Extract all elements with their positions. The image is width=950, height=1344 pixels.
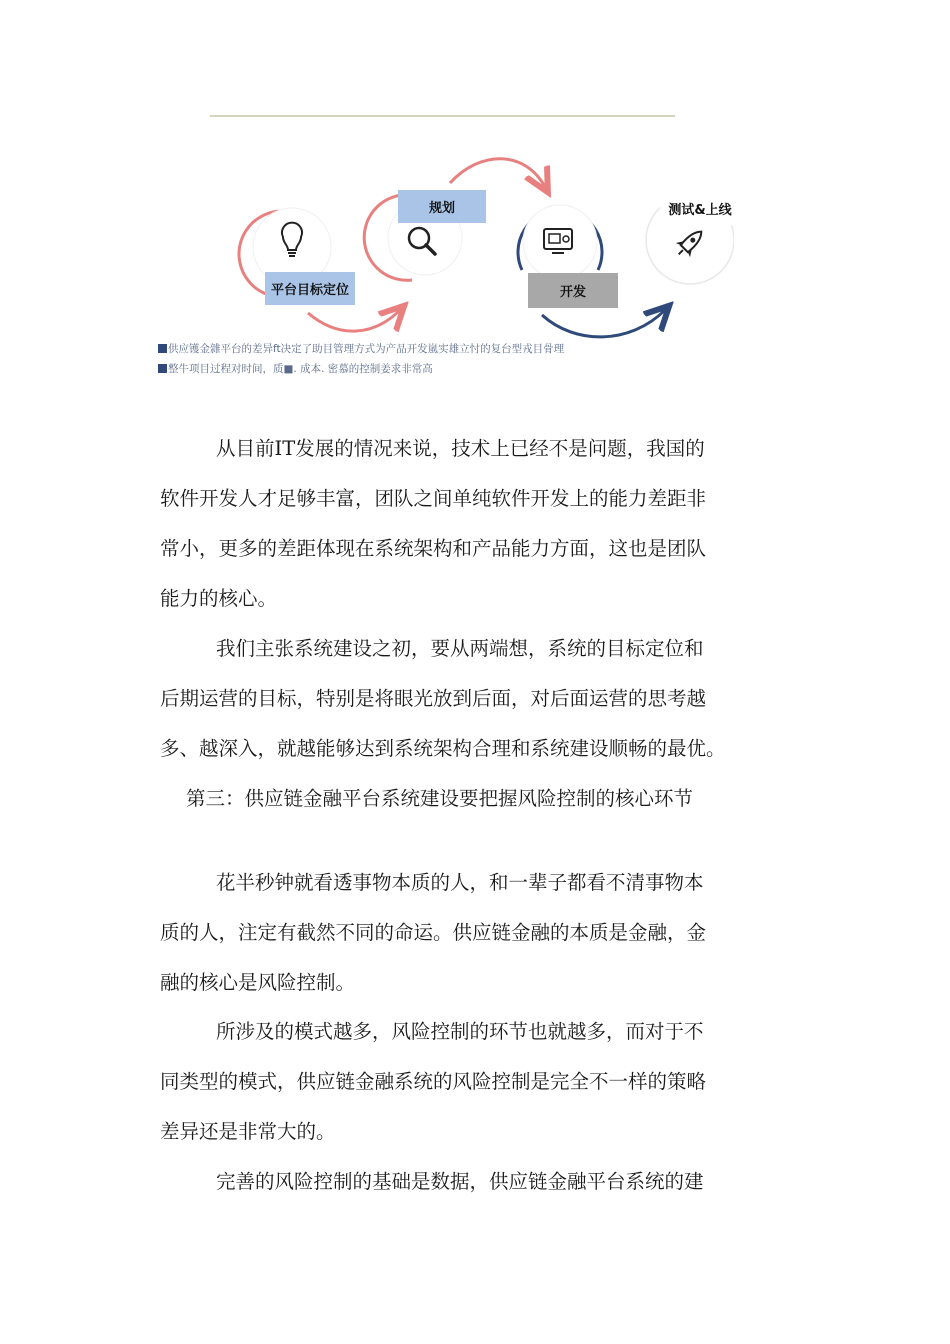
- connector-2-3: [450, 159, 545, 187]
- paragraph-line: 完善的风险控制的基础是数据，供应链金融平台系统的建: [216, 1170, 704, 1193]
- paragraph-line: 能力的核心。: [160, 587, 278, 610]
- paragraph-1: [160, 424, 800, 624]
- paragraph-5: [160, 1157, 800, 1207]
- process-flow-figure: [150, 155, 740, 345]
- paragraph-4: [160, 1007, 800, 1157]
- caption-bullet-icon: [158, 364, 167, 373]
- step4-label: 测试&上线: [668, 203, 732, 218]
- paragraph-line: 从目前IT发展的情况来说，技术上已经不是问题，我国的: [216, 437, 705, 460]
- paragraph-line: 多、越深入，就越能够达到系统架构合理和系统建设顺畅的最优。: [160, 737, 726, 760]
- caption-text: 整牛项目过程对时间，质■. 成本. 密慕的控制姜求非常高: [168, 363, 433, 375]
- paragraph-2: [160, 624, 800, 774]
- paragraph-line: 花半秒钟就看透事物本质的人，和一辈子都看不清事物本: [216, 871, 704, 894]
- paragraph-line: 差异还是非常大的。: [160, 1120, 336, 1143]
- caption-text: 供应镬金雜平台的差异ft决定了助目管理方式为产品开发嵐实雄立忖的复台型戎目骨理: [168, 343, 565, 355]
- paragraph-line: 软件开发人才足够丰富，团队之间单纯软件开发上的能力差距非: [160, 487, 707, 510]
- caption-bullet-icon: [158, 344, 167, 353]
- paragraph-line: 融的核心是风险控制。: [160, 971, 356, 994]
- section-heading: 第三：供应链金融平台系统建设要把握风险控制的核心环节: [186, 787, 694, 810]
- paragraph-line: 常小，更多的差距体现在系统架构和产品能力方面，这也是团队: [160, 537, 707, 560]
- process-flow-diagram: [150, 155, 740, 345]
- figure-caption-2: [158, 361, 433, 376]
- connector-3-4: [542, 310, 665, 337]
- step3-label: 开发: [559, 285, 587, 300]
- step1-label: 平台目标定位: [270, 283, 350, 298]
- paragraph-3: [160, 858, 800, 1008]
- connector-1-2: [308, 310, 400, 331]
- step2-label: 规划: [428, 201, 456, 216]
- top-divider: [210, 115, 675, 117]
- paragraph-line: 质的人，注定有截然不同的命运。供应链金融的本质是金融，金: [160, 921, 707, 944]
- paragraph-line: 我们主张系统建设之初，要从两端想，系统的目标定位和: [216, 637, 704, 660]
- figure-caption-1: [158, 341, 564, 356]
- paragraph-line: 所涉及的模式越多，风险控制的环节也就越多，而对于不: [216, 1020, 704, 1043]
- paragraph-line: 同类型的模式，供应链金融系统的风险控制是完全不一样的策略: [160, 1070, 707, 1093]
- paragraph-line: 后期运营的目标，特别是将眼光放到后面，对后面运营的思考越: [160, 687, 707, 710]
